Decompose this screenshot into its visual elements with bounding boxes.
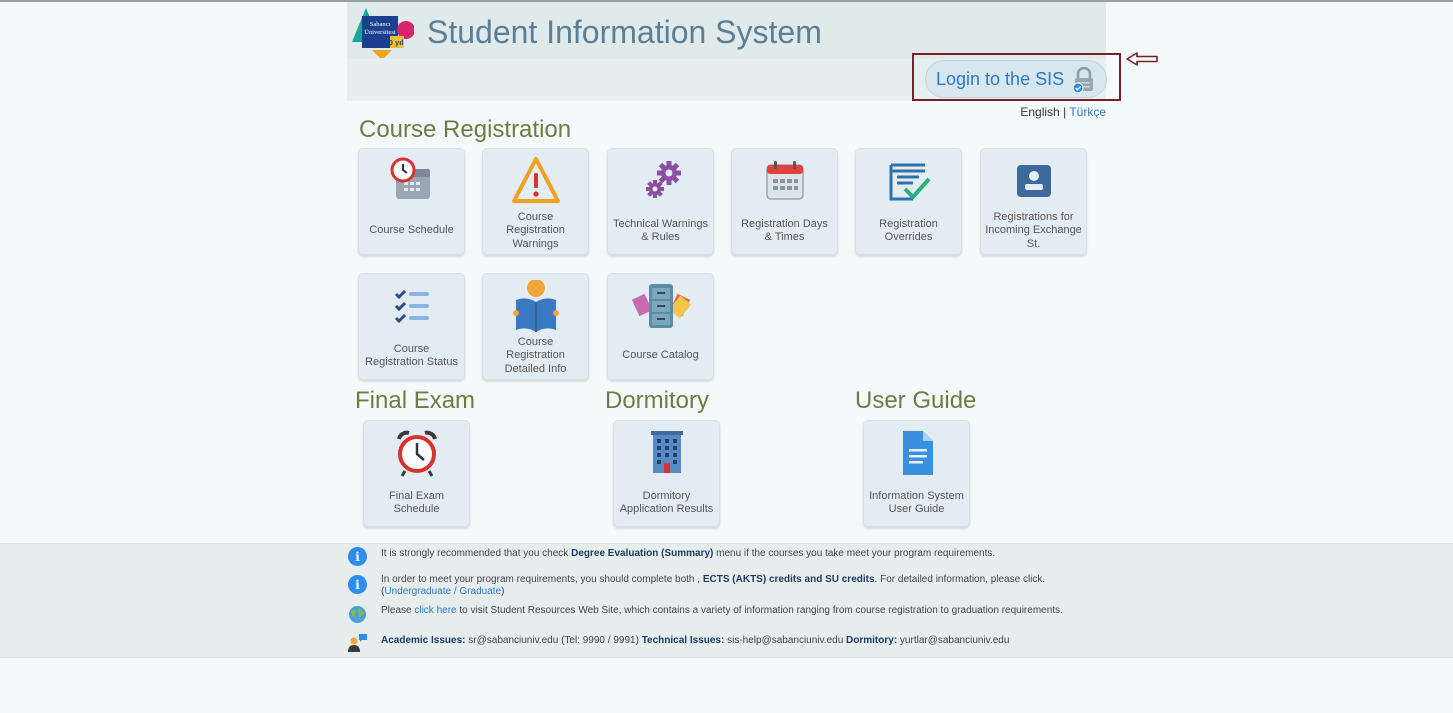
info-text: In order to meet your program requirements, you should complete both , (381, 574, 703, 585)
pointer-arrow-icon (1125, 51, 1159, 67)
info-text: . For detailed information, please click. (874, 574, 1046, 585)
login-button-label: Login to the SIS (936, 69, 1065, 89)
academic-issues-label: Academic Issues: (381, 635, 466, 646)
tile-label: Course Registration Detailed Info (504, 335, 567, 375)
warning-triangle-icon (510, 155, 562, 207)
tile-label: Course Schedule (369, 224, 454, 237)
calendar-icon (759, 155, 811, 207)
alarm-clock-icon (391, 427, 443, 479)
tile-label: Course Registration Status (365, 342, 458, 368)
tile-course-catalog[interactable] (607, 273, 714, 380)
section-course-registration: Course Registration (359, 116, 572, 143)
id-card-icon (1008, 155, 1060, 207)
gears-icon (635, 155, 687, 207)
tile-label: Information System User Guide (869, 489, 964, 515)
info-bold-credits: ECTS (AKTS) credits and SU credits (702, 574, 875, 585)
info-text: to visit Student Resources Web Site, which contains a variety of information ranging from course registration to graduation requirements. (456, 605, 1063, 616)
tile-course-schedule[interactable] (358, 148, 465, 255)
info-text: ) (501, 585, 505, 597)
building-icon (641, 427, 693, 479)
language-separator: | (1063, 105, 1067, 119)
dormitory-label: Dormitory: (846, 635, 898, 646)
lock-check-icon (1072, 67, 1096, 93)
tile-label: Registration Overrides (879, 217, 938, 243)
checklist-icon (386, 280, 438, 332)
document-check-icon (883, 155, 935, 207)
tile-registration-overrides[interactable] (855, 148, 962, 255)
login-button[interactable] (925, 60, 1107, 98)
section-dormitory: Dormitory (605, 387, 710, 414)
info-degree-evaluation (381, 548, 1101, 560)
click-here-link[interactable]: click here (414, 605, 457, 616)
info-icon: i (348, 547, 367, 566)
app-title: Student Information System (427, 14, 822, 50)
file-cabinet-icon (629, 280, 693, 332)
technical-issues-value: sis-help@sabanciuniv.edu (724, 635, 847, 646)
tile-label: Dormitory Application Results (619, 489, 714, 515)
technical-issues-label: Technical Issues: (641, 635, 725, 646)
tile-label: Registration Days & Times (741, 217, 828, 243)
info-icon: i (348, 575, 367, 594)
info-student-resources (381, 605, 1101, 617)
contact-person-icon (348, 633, 367, 652)
tile-final-exam-schedule[interactable] (363, 420, 470, 527)
language-turkce-link[interactable]: Türkçe (1069, 105, 1106, 119)
tile-label: Final Exam Schedule (388, 489, 445, 515)
tile-label: Course Registration Warnings (506, 210, 565, 250)
section-final-exam: Final Exam (355, 387, 476, 414)
university-logo[interactable] (350, 6, 414, 58)
tile-course-registration-status[interactable] (358, 273, 465, 380)
reader-book-icon (510, 280, 562, 332)
info-text: ( (381, 585, 385, 597)
document-icon (891, 427, 943, 479)
globe-icon (348, 605, 367, 624)
info-credits (381, 574, 1101, 597)
info-contacts (381, 635, 1101, 647)
tile-label: Technical Warnings & Rules (613, 217, 708, 243)
svg-text:Üniversitesi: Üniversitesi (364, 29, 396, 36)
section-user-guide: User Guide (855, 387, 977, 414)
svg-text:20 yıl: 20 yıl (384, 38, 404, 47)
tile-course-registration-warnings[interactable] (482, 148, 589, 255)
calendar-clock-icon (386, 155, 438, 207)
tile-user-guide[interactable] (863, 420, 970, 527)
tile-label: Course Catalog (622, 349, 699, 362)
undergraduate-graduate-link[interactable]: Undergraduate / Graduate (384, 585, 502, 597)
tile-label: Registrations for Incoming Exchange St. (985, 210, 1082, 250)
tile-dormitory-results[interactable] (613, 420, 720, 527)
info-bold-degree-evaluation: Degree Evaluation (Summary) (571, 548, 714, 559)
info-text: It is strongly recommended that you check (381, 548, 572, 559)
tile-registrations-incoming[interactable] (980, 148, 1087, 255)
language-switcher (1020, 105, 1106, 119)
tile-course-registration-detailed[interactable] (482, 273, 589, 380)
academic-issues-value: sr@sabanciuniv.edu (Tel: 9990 / 9991) (465, 635, 642, 646)
language-english[interactable]: English (1020, 105, 1060, 119)
svg-text:Sabancı: Sabancı (369, 21, 391, 28)
dormitory-value: yurtlar@sabanciuniv.edu (897, 635, 1010, 646)
info-text: menu if the courses you take meet your program requirements. (713, 548, 996, 559)
info-text: Please (381, 605, 415, 616)
tile-technical-warnings[interactable] (607, 148, 714, 255)
tile-registration-days[interactable] (731, 148, 838, 255)
